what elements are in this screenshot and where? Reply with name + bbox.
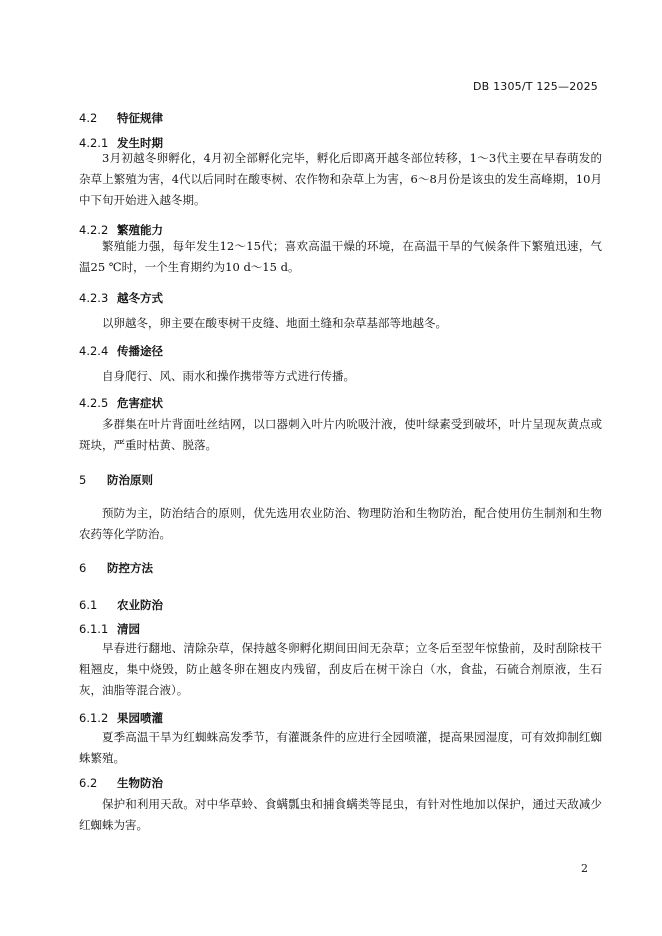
heading-number: 4.2.4: [79, 344, 109, 358]
paragraph-6-2: 保护和利用天敌。对中华草蛉、食螨瓢虫和捕食螨类等昆虫，有针对性地加以保护，通过天敌减少红蜘蛛为害。: [79, 797, 602, 832]
paragraph-4-2-3: 以卵越冬，卵主要在酸枣树干皮缝、地面土缝和杂草基部等地越冬。: [102, 316, 447, 330]
heading-title: 生物防治: [117, 776, 163, 790]
heading-5: [79, 472, 153, 488]
heading-4-2-3: [79, 290, 163, 306]
paragraph-6-1-2: 夏季高温干旱为红蜘蛛高发季节，有灌溉条件的应进行全园喷灌，提高果园湿度，可有效抑制红蜘蛛繁殖。: [79, 730, 602, 765]
heading-number: 4.2: [79, 111, 98, 125]
heading-number: 6: [79, 561, 87, 575]
heading-4-2-5: [79, 395, 163, 411]
heading-title: 农业防治: [117, 598, 163, 612]
heading-6: [79, 560, 153, 576]
heading-number: 5: [79, 473, 87, 487]
heading-number: 4.2.5: [79, 396, 109, 410]
heading-number: 6.1: [79, 598, 98, 612]
page-number: 2: [581, 862, 588, 875]
heading-title: 防控方法: [107, 561, 153, 575]
paragraph-4-2-2: 繁殖能力强，每年发生12～15代；喜欢高温干燥的环境，在高温干旱的气候条件下繁殖迅速，气温25 ℃时，一个生育期约为10 d～15 d。: [79, 239, 602, 274]
standard-code: DB 1305/T 125—2025: [472, 80, 598, 93]
heading-title: 防治原则: [107, 473, 153, 487]
heading-title: 特征规律: [117, 111, 163, 125]
heading-6-1-2: [79, 710, 163, 726]
heading-title: 清园: [117, 622, 140, 636]
heading-title: 危害症状: [117, 396, 163, 410]
paragraph-4-2-5: 多群集在叶片背面吐丝结网，以口器刺入叶片内吮吸汁液，使叶绿素受到破坏，叶片呈现灰黄点或斑块，严重时枯黄、脱落。: [79, 417, 602, 452]
heading-number: 6.1.2: [79, 711, 109, 725]
heading-6-1: [79, 597, 163, 613]
heading-title: 发生时期: [117, 136, 163, 150]
paragraph-4-2-4: 自身爬行、风、雨水和操作携带等方式进行传播。: [102, 369, 355, 383]
heading-title: 传播途径: [117, 344, 163, 358]
heading-number: 6.1.1: [79, 622, 109, 636]
heading-title: 果园喷灌: [117, 711, 163, 725]
heading-number: 6.2: [79, 776, 98, 790]
paragraph-6-1-1: 早春进行翻地、清除杂草，保持越冬卵孵化期间田间无杂草；立冬后至翌年惊蛰前，及时刮除枝干粗翘皮，集中烧毁，防止越冬卵在翘皮内残留，刮皮后在树干涂白（水，食盐，石硫合剂原液，生石灰，油脂等混合液）。: [79, 641, 602, 697]
heading-6-2: [79, 775, 163, 791]
heading-number: 4.2.3: [79, 291, 109, 305]
heading-title: 越冬方式: [117, 291, 163, 305]
heading-4-2-4: [79, 343, 163, 359]
heading-number: 4.2.1: [79, 136, 109, 150]
paragraph-4-2-1: 3月初越冬卵孵化，4月初全部孵化完毕，孵化后即离开越冬部位转移，1～3代主要在早春萌发的杂草上繁殖为害，4代以后同时在酸枣树、农作物和杂草上为害，6～8月份是该虫的发生高峰期，10月中下旬开始进入越冬期。: [79, 151, 602, 207]
heading-6-1-1: [79, 621, 140, 637]
heading-number: 4.2.2: [79, 223, 109, 237]
heading-4-2: [79, 110, 163, 126]
heading-title: 繁殖能力: [117, 223, 163, 237]
paragraph-5: 预防为主，防治结合的原则，优先选用农业防治、物理防治和生物防治，配合使用仿生制剂和生物农药等化学防治。: [79, 506, 602, 541]
